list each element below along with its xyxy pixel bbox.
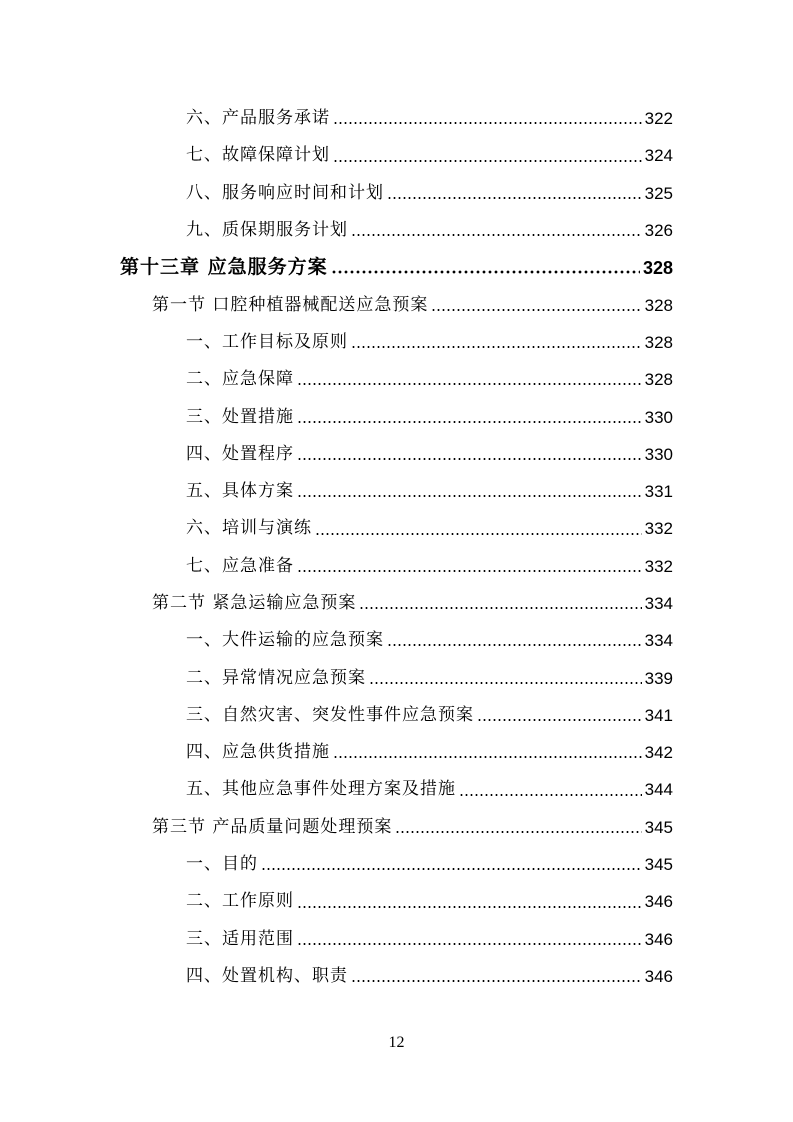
toc-entry-page: 326 — [644, 221, 673, 241]
toc-section-title: 第二节 紧急运输应急预案 — [152, 593, 357, 613]
toc-section-page: 328 — [644, 295, 673, 315]
toc-section-page: 345 — [644, 817, 673, 837]
toc-entry-title: 四、处置机构、职责 — [186, 965, 348, 986]
toc-entry-title: 二、工作原则 — [186, 891, 294, 912]
toc-entry-title: 二、异常情况应急预案 — [186, 667, 366, 688]
toc-dot-leader — [369, 681, 642, 685]
toc-entry[interactable] — [0, 398, 793, 435]
toc-section-entry[interactable] — [0, 809, 793, 846]
toc-entry-page: 345 — [644, 855, 673, 875]
toc-entry[interactable] — [0, 697, 793, 734]
toc-dot-leader — [297, 420, 642, 424]
toc-section-title: 第一节 口腔种植器械配送应急预案 — [152, 294, 429, 315]
toc-entry-page: 325 — [644, 183, 673, 203]
toc-entry-title: 一、大件运输的应急预案 — [186, 630, 384, 651]
toc-dot-leader — [431, 308, 641, 312]
toc-entry-title: 五、其他应急事件处理方案及措施 — [186, 779, 456, 800]
toc-entry-title: 四、应急供货措施 — [186, 742, 330, 763]
toc-entry-page: 332 — [644, 519, 673, 539]
toc-dot-leader — [297, 382, 642, 386]
toc-entry[interactable] — [0, 734, 793, 771]
toc-entry-page: 339 — [644, 668, 673, 688]
toc-entry-page: 330 — [644, 407, 673, 427]
toc-entry-title: 九、质保期服务计划 — [186, 220, 348, 241]
toc-entry-page: 328 — [644, 332, 673, 352]
toc-entry[interactable] — [0, 921, 793, 958]
toc-entry[interactable] — [0, 361, 793, 398]
toc-dot-leader — [315, 532, 642, 536]
toc-entry-page: 328 — [644, 370, 673, 390]
toc-section-entry[interactable] — [0, 286, 793, 323]
toc-entry-title: 六、培训与演练 — [186, 518, 312, 539]
toc-dot-leader — [297, 569, 642, 573]
toc-dot-leader — [359, 606, 641, 610]
toc-entry-page: 330 — [644, 444, 673, 464]
toc-dot-leader — [297, 942, 642, 946]
toc-section-page: 334 — [644, 594, 673, 613]
toc-entry-page: 346 — [644, 929, 673, 949]
toc-entry-page: 341 — [644, 705, 673, 725]
toc-dot-leader — [351, 233, 642, 237]
toc-dot-leader — [261, 867, 642, 871]
toc-dot-leader — [351, 345, 642, 349]
toc-dot-leader — [459, 793, 642, 797]
toc-entry[interactable] — [0, 175, 793, 212]
toc-entry-page: 334 — [644, 631, 673, 651]
toc-chapter-title: 第十三章 应急服务方案 — [120, 256, 328, 279]
toc-entry[interactable] — [0, 436, 793, 473]
toc-entry-title: 七、故障保障计划 — [186, 145, 330, 166]
toc-entry-title: 一、目的 — [186, 854, 258, 875]
page-number: 12 — [388, 1034, 405, 1051]
toc-section-entry[interactable] — [0, 585, 793, 622]
toc-entry[interactable] — [0, 659, 793, 696]
toc-entry[interactable] — [0, 510, 793, 547]
toc-dot-leader — [297, 905, 642, 909]
toc-entry[interactable] — [0, 100, 793, 137]
toc-entry-title: 三、处置措施 — [186, 406, 294, 427]
toc-entry-title: 二、应急保障 — [186, 369, 294, 390]
toc-dot-leader — [297, 494, 642, 498]
toc-entry-title: 三、自然灾害、突发性事件应急预案 — [186, 704, 474, 725]
toc-dot-leader — [387, 196, 642, 200]
toc-entry-title: 三、适用范围 — [186, 928, 294, 949]
toc-dot-leader — [477, 718, 642, 722]
toc-entry-page: 332 — [644, 556, 673, 576]
toc-entry[interactable] — [0, 846, 793, 883]
toc-dot-leader — [351, 979, 642, 983]
toc-entry[interactable] — [0, 473, 793, 510]
toc-entry-page: 331 — [644, 482, 673, 502]
toc-entry-page: 346 — [644, 892, 673, 912]
toc-chapter-page: 328 — [642, 257, 673, 278]
toc-entry-title: 六、产品服务承诺 — [186, 108, 330, 129]
toc-entry[interactable] — [0, 883, 793, 920]
toc-dot-leader — [387, 643, 642, 647]
toc-entry-page: 322 — [644, 109, 673, 129]
toc-entry[interactable] — [0, 324, 793, 361]
toc-entry-page: 344 — [644, 780, 673, 800]
toc-dot-leader — [297, 457, 642, 461]
toc-entry-title: 五、具体方案 — [186, 481, 294, 502]
toc-dot-leader — [333, 121, 642, 125]
toc-dot-leader — [395, 830, 641, 834]
toc-entry[interactable] — [0, 548, 793, 585]
toc-entry-title: 七、应急准备 — [186, 555, 294, 576]
toc-entry-page: 346 — [644, 966, 673, 986]
toc-section-title: 第三节 产品质量问题处理预案 — [152, 816, 393, 837]
toc-entry[interactable] — [0, 958, 793, 995]
toc-entry-title: 四、处置程序 — [186, 443, 294, 464]
toc-entry-page: 324 — [644, 146, 673, 166]
toc-chapter-entry[interactable] — [0, 249, 793, 286]
toc-entry[interactable] — [0, 212, 793, 249]
toc-dot-leader — [333, 755, 642, 759]
table-of-contents — [0, 100, 793, 995]
toc-dot-leader — [331, 270, 640, 274]
toc-dot-leader — [333, 159, 642, 163]
toc-entry[interactable] — [0, 137, 793, 174]
toc-entry-title: 八、服务响应时间和计划 — [186, 182, 384, 203]
toc-entry-title: 一、工作目标及原则 — [186, 331, 348, 352]
toc-entry-page: 342 — [644, 743, 673, 763]
toc-entry[interactable] — [0, 771, 793, 808]
toc-entry[interactable] — [0, 622, 793, 659]
